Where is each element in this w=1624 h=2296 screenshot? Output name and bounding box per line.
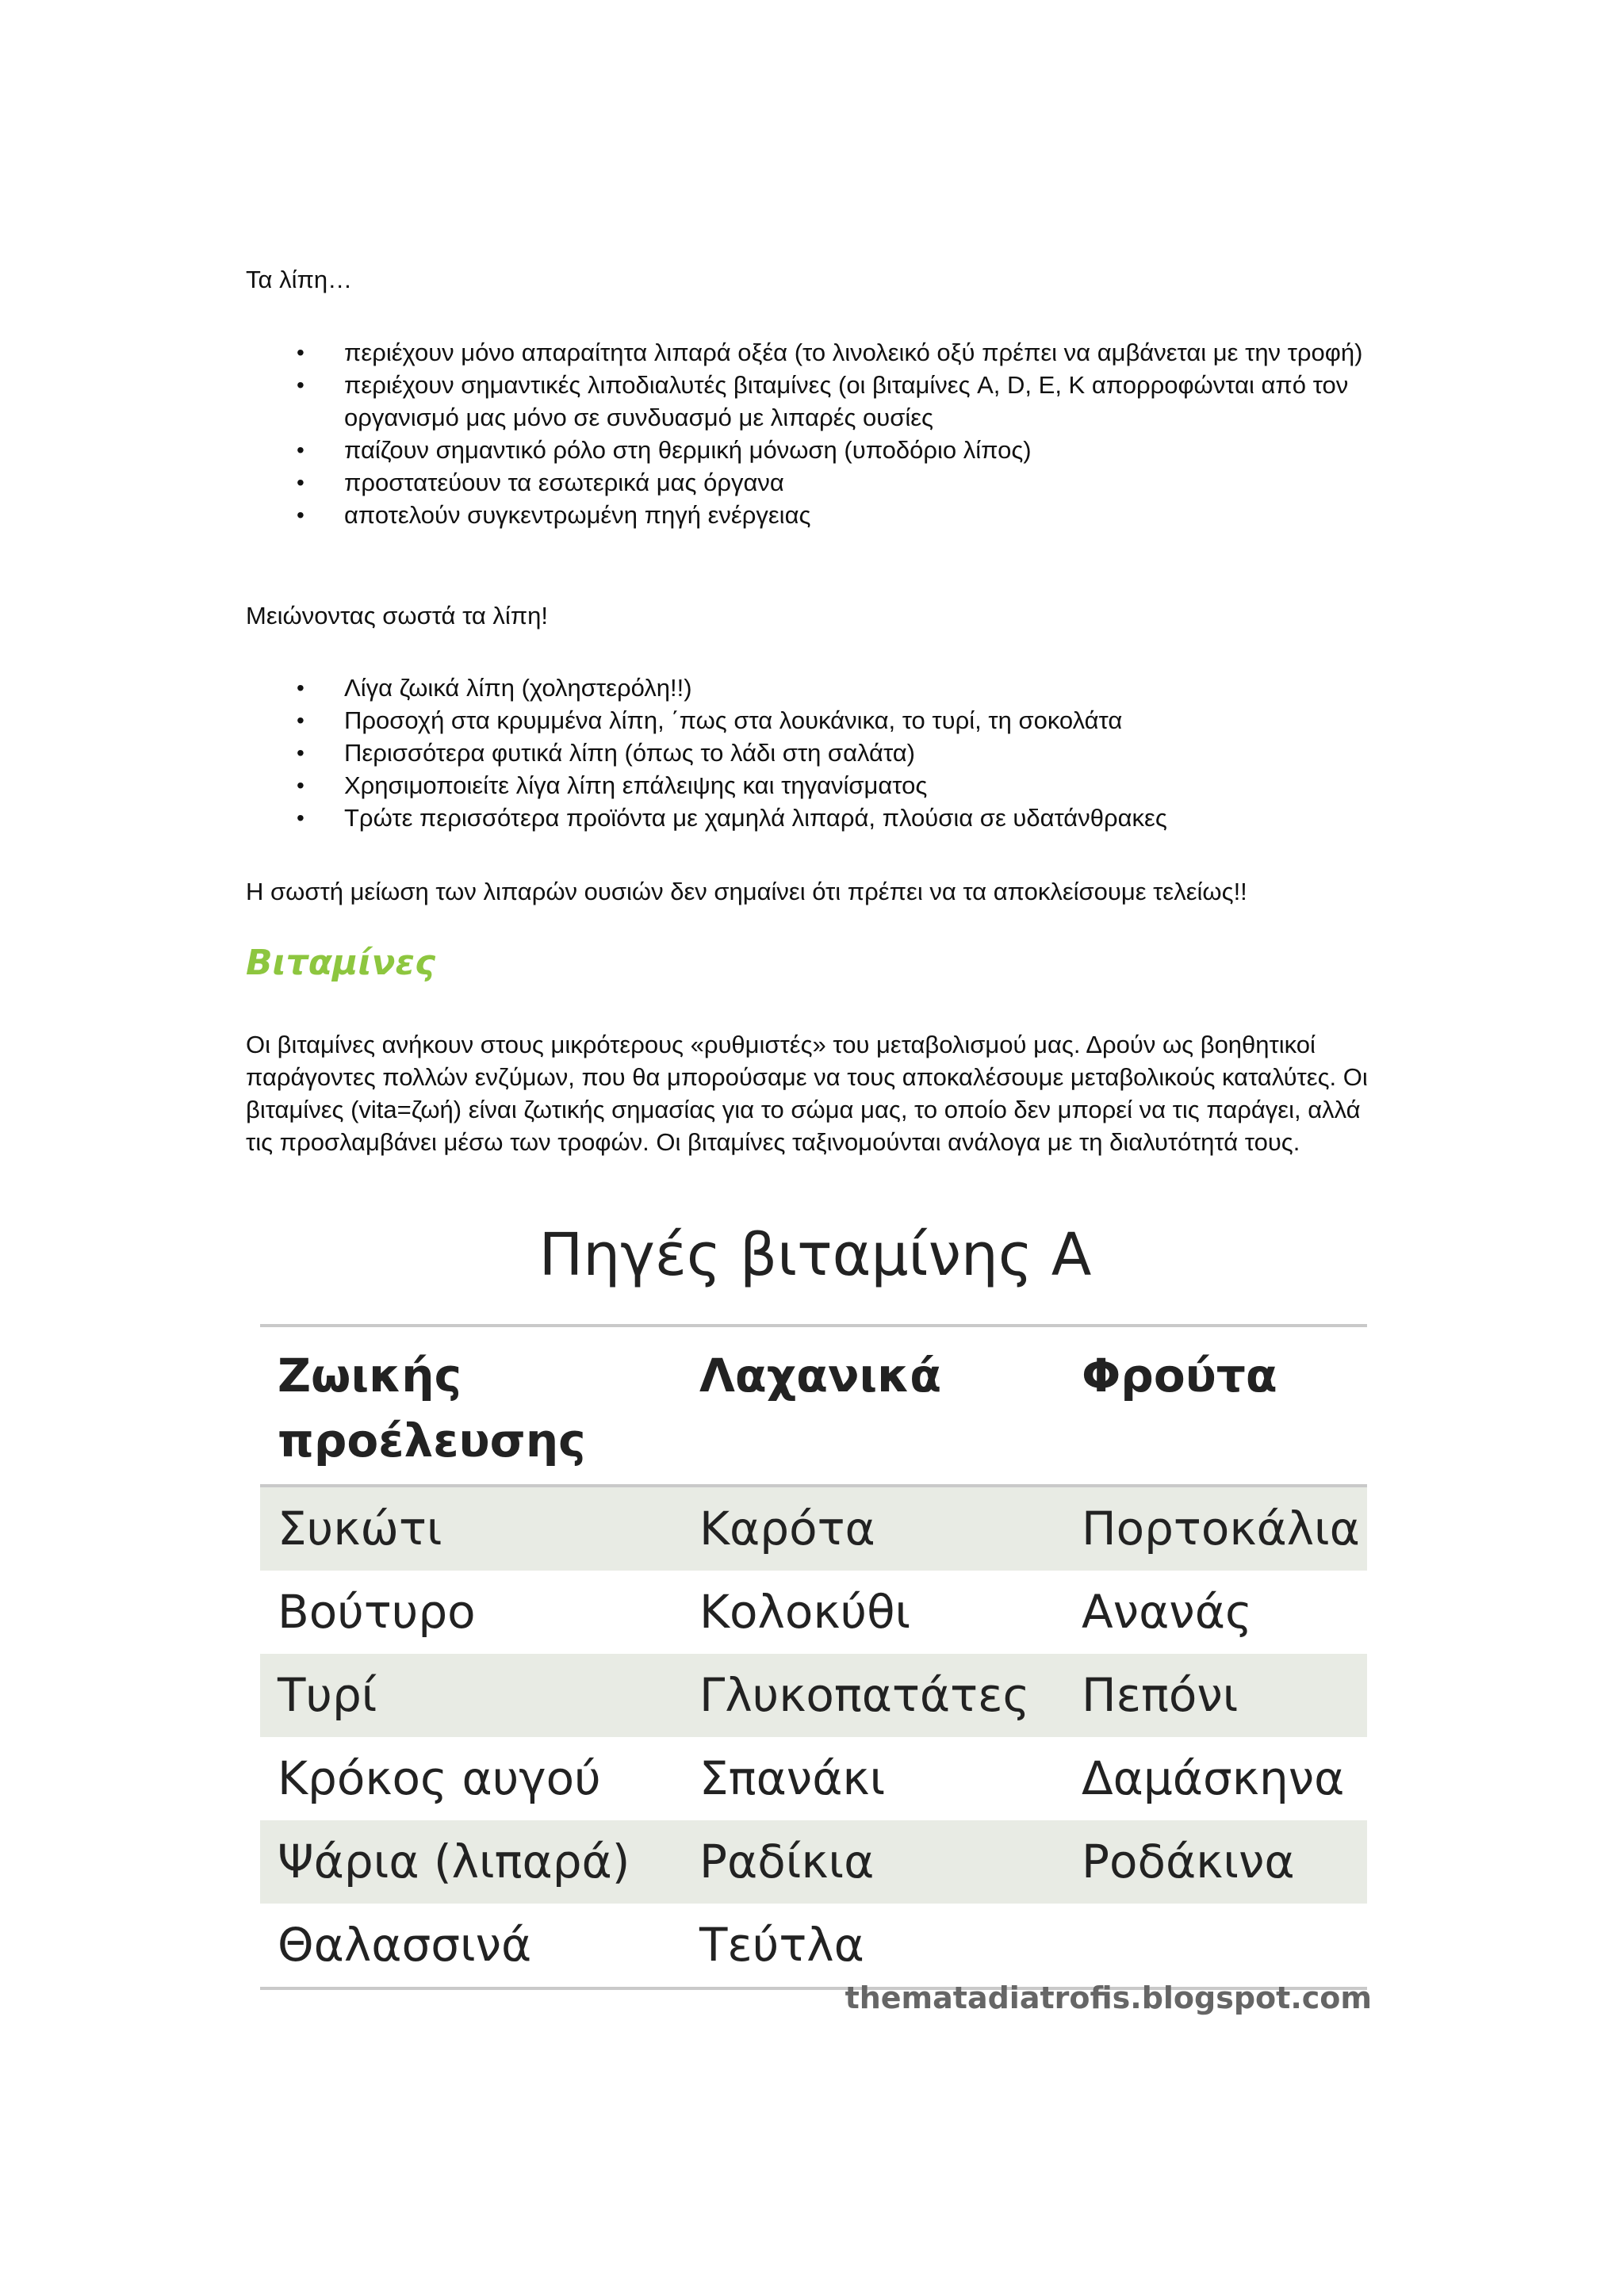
bullet-dot-icon: • (297, 438, 304, 462)
table-row (260, 1486, 1367, 1571)
table-cell: Ραδίκια (682, 1820, 1064, 1904)
figure-title: Πηγές βιταμίνης Α (538, 1221, 1092, 1289)
bullet-dot-icon: • (297, 675, 304, 700)
bullet-dot-icon: • (297, 340, 304, 365)
table-cell: Κρόκος αυγού (278, 1751, 601, 1805)
reduce-list (246, 672, 1372, 834)
bullet-dot-icon: • (297, 503, 304, 527)
table-cell: Τυρί (260, 1654, 682, 1737)
list-item: • Λίγα ζωικά λίπη (χοληστερόλη!!) (246, 672, 1372, 704)
bullet-dot-icon: • (297, 806, 304, 830)
bullet-dot-icon: • (297, 470, 304, 495)
bullet-dot-icon: • (297, 773, 304, 798)
bullet-dot-icon: • (297, 708, 304, 733)
bullet-dot-icon: • (297, 373, 304, 397)
reduce-heading: Μειώνοντας σωστά τα λίπη! (246, 602, 549, 629)
table-row (260, 1904, 1367, 1988)
table-cell (1064, 1904, 1367, 1988)
vitamin-a-sources-table (260, 1324, 1367, 1990)
list-item: • προστατεύουν τα εσωτερικά μας όργανα (246, 466, 1372, 499)
conclusion-text: Η σωστή μείωση των λιπαρών ουσιών δεν σημαίνει ότι πρέπει να τα αποκλείσουμε τελείως!! (246, 878, 1247, 905)
intro-text: Τα λίπη… (246, 266, 353, 293)
table-cell: Θαλασσινά (278, 1918, 532, 1972)
section-heading-vitamins: Βιταμίνες (246, 943, 436, 983)
table-cell: Κολοκύθι (699, 1585, 911, 1639)
table-row (260, 1820, 1367, 1904)
table-header-row (260, 1326, 1367, 1486)
table-row (260, 1737, 1367, 1820)
column-header: Φρούτα (1082, 1349, 1277, 1402)
table-row (260, 1571, 1367, 1654)
table-cell: Τεύτλα (699, 1918, 864, 1972)
list-item: • Χρησιμοποιείτε λίγα λίπη επάλειψης και τηγανίσματος (246, 769, 1372, 802)
image-credit: thematadiatrofis.blogspot.com (845, 1980, 1372, 2015)
table-cell: Ψάρια (λιπαρά) (260, 1820, 682, 1904)
table-cell: Συκώτι (260, 1486, 682, 1571)
list-item: • περιέχουν σημαντικές λιποδιαλυτές βιταμίνες (οι βιταμίνες A, D, E, K απορροφώνται από τον οργανισμό μας μόνο σε συνδυασμό με λιπαρές ουσίες (246, 369, 1372, 434)
list-item: • Τρώτε περισσότερα προϊόντα με χαμηλά λιπαρά, πλούσια σε υδατάνθρακες (246, 802, 1372, 834)
table-cell: Δαμάσκηνα (1082, 1751, 1345, 1805)
table-cell: Ανανάς (1082, 1585, 1252, 1639)
list-item: • περιέχουν μόνο απαραίτητα λιπαρά οξέα (το λινολεικό οξύ πρέπει να αμβάνεται με την τροφή) (246, 336, 1372, 369)
list-item: • Περισσότερα φυτικά λίπη (όπως το λάδι στη σαλάτα) (246, 737, 1372, 769)
list-item: • παίζουν σημαντικό ρόλο στη θερμική μόνωση (υποδόριο λίπος) (246, 434, 1372, 466)
list-item: • αποτελούν συγκεντρωμένη πηγή ενέργειας (246, 499, 1372, 531)
table-row (260, 1654, 1367, 1737)
column-header: Λαχανικά (699, 1349, 942, 1402)
table-cell: Πεπόνι (1064, 1654, 1367, 1737)
list-item: • Προσοχή στα κρυμμένα λίπη, ΄πως στα λουκάνικα, το τυρί, τη σοκολάτα (246, 704, 1372, 737)
column-header: Ζωικής προέλευσης (278, 1349, 586, 1468)
table-cell: Σπανάκι (699, 1751, 886, 1805)
table-cell: Πορτοκάλια (1064, 1486, 1367, 1571)
table-cell: Βούτυρο (278, 1585, 476, 1639)
vitamin-a-sources-image (252, 1201, 1378, 2042)
table-cell: Καρότα (682, 1486, 1064, 1571)
vitamins-paragraph: Οι βιταμίνες ανήκουν στους μικρότερους «ρυθμιστές» του μεταβολισμού μας. Δρούν ως βοηθητικοί παράγοντες πολλών ενζύμων, που θα μπορούσαμε να τους αποκαλέσουμε μεταβολικούς καταλύτες. Οι βιταμίνες (vita=ζωή) είναι ζωτικής σημασίας για το σώμα μας, το οποίο δεν μπορεί να τις παράγει, αλλά τις προσλαμβάνει μέσω των τροφών. Οι βιταμίνες ταξινομούνται ανάλογα με τη διαλυτότητά τους. (246, 1031, 1368, 1156)
table-cell: Γλυκοπατάτες (682, 1654, 1064, 1737)
table-cell: Ροδάκινα (1064, 1820, 1367, 1904)
fats-list (246, 336, 1372, 531)
bullet-dot-icon: • (297, 740, 304, 765)
